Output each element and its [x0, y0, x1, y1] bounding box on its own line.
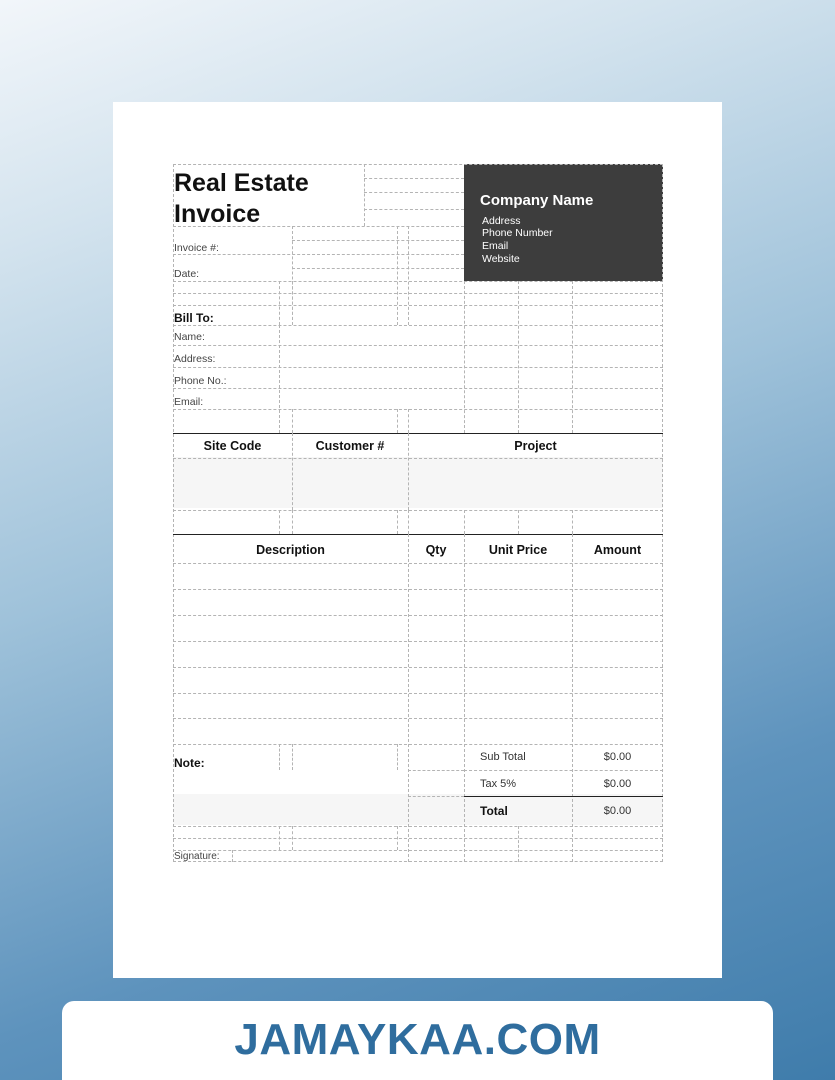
customer-number-header: Customer #	[315, 439, 385, 453]
site-banner	[62, 1001, 773, 1080]
invoice-date-label: Date:	[174, 268, 200, 280]
bill-to-address-label: Address:	[174, 353, 216, 365]
note-label: Note:	[174, 756, 205, 770]
qty-header: Qty	[425, 543, 447, 557]
invoice-title-line2: Invoice	[174, 200, 261, 228]
bill-to-heading: Bill To:	[174, 311, 214, 325]
company-block	[464, 164, 663, 281]
company-phone: Phone Number	[482, 227, 553, 239]
tax-value: $0.00	[603, 778, 632, 790]
subtotal-label: Sub Total	[480, 751, 526, 763]
subtotal-value: $0.00	[603, 751, 632, 763]
site-row-shade	[173, 457, 663, 508]
company-website: Website	[482, 253, 520, 265]
invoice-number-label: Invoice #:	[174, 242, 219, 254]
bill-to-name-label: Name:	[174, 331, 205, 343]
site-banner-text: JAMAYKAA.COM	[234, 1015, 601, 1064]
bill-to-email-label: Email:	[174, 396, 204, 408]
description-header: Description	[256, 543, 325, 557]
unit-price-header: Unit Price	[488, 543, 548, 557]
total-label: Total	[480, 804, 508, 818]
bill-to-phone-label: Phone No.:	[174, 375, 227, 387]
company-email: Email	[482, 240, 509, 252]
invoice-table	[173, 164, 663, 862]
project-header: Project	[514, 439, 557, 453]
tax-label: Tax 5%	[480, 778, 517, 790]
company-address: Address	[482, 215, 521, 227]
site-code-header: Site Code	[203, 439, 262, 453]
signature-label: Signature:	[174, 851, 220, 862]
total-value: $0.00	[603, 805, 632, 817]
company-name: Company Name	[480, 192, 594, 209]
invoice-sheet	[113, 102, 722, 978]
amount-header: Amount	[593, 543, 642, 557]
invoice-title-line1: Real Estate	[174, 169, 309, 197]
